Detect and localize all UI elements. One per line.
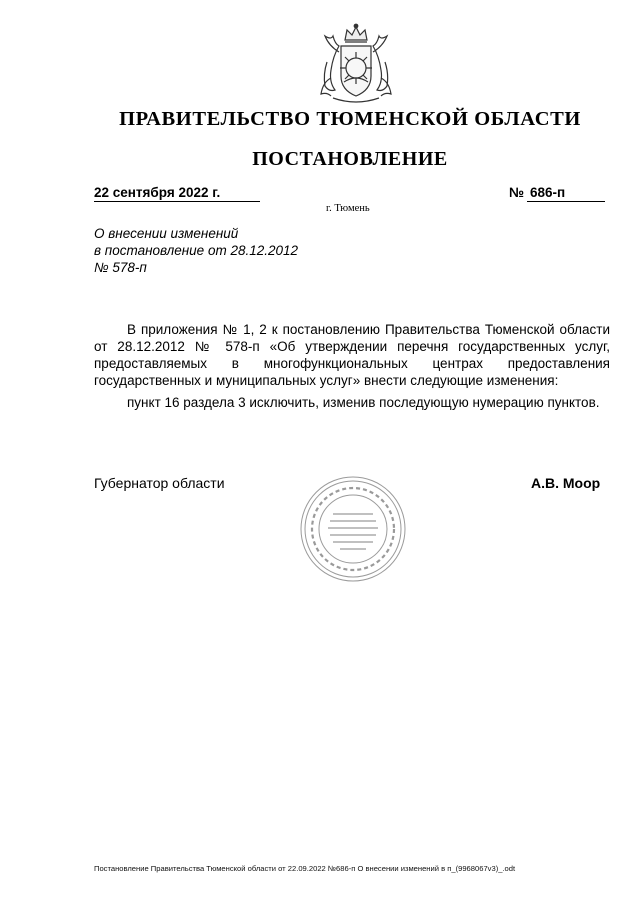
body-paragraph: пункт 16 раздела 3 исключить, изменив последующую нумерацию пунктов. — [127, 395, 600, 410]
signer-title: Губернатор области — [94, 475, 225, 491]
file-footer: Постановление Правительства Тюменской области от 22.09.2022 №686-п О внесении изменений в п_(9968067v3)_.odt — [94, 864, 516, 873]
body-paragraph: В приложения № 1, 2 к постановлению Правительства Тюменской области от 28.12.2012 № 578-п «Об утверждении перечня государственных услуг, предоставляемых в многофункциональных центрах предоставления государственных и муниципальных услуг» внести следующие изменения: — [94, 322, 610, 388]
subject-line: в постановление от 28.12.2012 — [94, 243, 299, 258]
document-number: 686-п — [527, 184, 605, 202]
number-label: № — [509, 185, 525, 200]
coat-of-arms-icon — [311, 22, 401, 108]
document-type: ПОСТАНОВЛЕНИЕ — [252, 148, 448, 170]
government-name: ПРАВИТЕЛЬСТВО ТЮМЕНСКОЙ ОБЛАСТИ — [119, 108, 581, 130]
document-body — [94, 321, 610, 416]
subject-line: № 578-п — [94, 260, 147, 275]
official-seal-icon — [298, 474, 408, 584]
signer-name: А.В. Моор — [531, 475, 601, 491]
subject-line: О внесении изменений — [94, 226, 239, 241]
city-name: г. Тюмень — [326, 203, 370, 214]
document-subject — [94, 225, 298, 276]
document-date: 22 сентября 2022 г. — [94, 184, 260, 202]
